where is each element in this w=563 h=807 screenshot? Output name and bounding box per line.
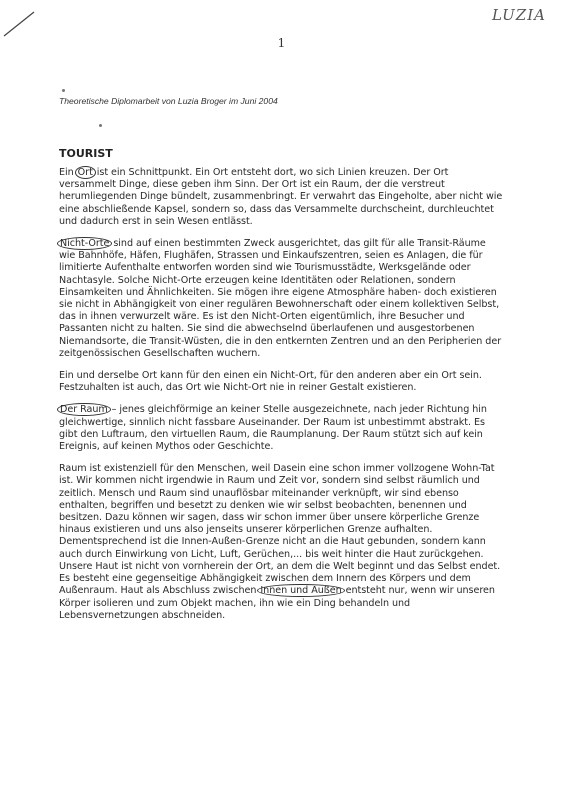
stray-mark bbox=[62, 89, 65, 92]
paragraph-text: – jenes gleichförmige an keiner Stelle ausgezeichnete, nach jeder Richtung hin gleichwertige, sinnlich nicht fassbare Auseinander. Der Raum ist unbestimmt abstrakt. Es gibt den Luftraum, den virtuellen Raum, die Raumplanung. Der Raum stützt sich auf kein Ereignis, auf keinen Mythos oder Geschichte. bbox=[59, 404, 487, 453]
body-text bbox=[59, 167, 505, 632]
paragraph-ort bbox=[59, 167, 505, 228]
circled-term-innen-aussen: Innen und Außen bbox=[257, 584, 344, 597]
handwritten-name: LUZIA bbox=[492, 6, 546, 24]
page-number: 1 bbox=[277, 36, 286, 50]
document-header: Theoretische Diplomarbeit von Luzia Broger im Juni 2004 bbox=[59, 96, 278, 106]
paragraph-text: Ein und derselbe Ort kann für den einen ein Nicht-Ort, für den anderen aber ein Ort sein. Festzuhalten ist auch, das Ort wie Nicht-Ort nie in reiner Gestalt existieren. bbox=[59, 370, 482, 394]
paragraph-text: ist ein Schnittpunkt. Ein Ort entsteht dort, wo sich Linien kreuzen. Der Ort versammelt Dinge, diese geben ihm Sinn. Der Ort ist ein Raum, der die verstreut herumliegenden Dinge bündelt, zusammenbringt. Er verwahrt das Eingeholte, aber nicht wie eine abschließende Kapsel, sondern so, dass das Versammelte durchscheint, durchleuchtet und dadurch erst in sein Wesen entlässt. bbox=[59, 167, 503, 227]
paragraph-text: entsteht nur, wenn wir unseren Körper isolieren und zum Objekt machen, ihn wie ein Ding behandeln und Lebensvernetzungen abschneiden. bbox=[59, 585, 495, 621]
paragraph-text: sind auf einen bestimmten Zweck ausgerichtet, das gilt für alle Transit-Räume wie Bahnhöfe, Häfen, Flughäfen, Strassen und Einkaufszentren, seien es Anlagen, die für limitierte Aufenthalte entworfen worden sind wie Tourismusstädte, Werksgelände oder Nachtasyle. Solche Nicht-Orte erzeugen keine Identitäten oder Relationen, sondern Einsamkeiten und Ähnlichkeiten. Sie mögen ihre eigene Atmosphäre haben- doch existieren sie nicht in Abhängigkeit von einer regulären Bewohnerschaft oder einem kollektiven Selbst, das in ihnen verwurzelt wäre. Es ist den Nicht-Orten eigentümlich, ihre Besucher und Passanten nicht zu halten. Sie sind die abwechselnd überlaufenen und ausgestorbenen Niemandsorte, die Transit-Wüsten, die in den entkernten Zentren und an den Peripherien der zeitgenössischen Gesellschaften wuchern. bbox=[59, 238, 502, 359]
paragraph-raum-existenziell bbox=[59, 463, 505, 622]
paragraph-text: Raum ist existenziell für den Menschen, weil Dasein eine schon immer vollzogene Wohn-Tat ist. Wir kommen nicht irgendwie in Raum und Zeit vor, sondern sind selbst räumlich und zeitlich. Mensch und Raum sind unauflösbar miteinander verknüpft, wir sind ebenso enthalten, begriffen und besetzt zu denken wie wir selbst beobachten, benennen und besitzen. Dazu können wir sagen, dass wir schon immer über unsere körperliche Grenze hinaus existieren und uns also jenseits unserer körperlichen Grenze aufhalten. Dementsprechend ist die Innen-Außen-Grenze nicht an die Haut gebunden, sondern kann auch durch Einwirkung von Licht, Luft, Gerüchen,... bis weit hinter die Haut zurückgehen. Unsere Haut ist nicht von vornherein der Ort, an dem die Welt beginnt und das Selbst endet. Es besteht eine gegenseitige Abhängigkeit zwischen dem Innern des Körpers und dem Außenraum. Haut als Abschluss zwischen bbox=[59, 463, 501, 597]
circled-term-nicht-orte: Nicht-Orte bbox=[57, 237, 112, 250]
paragraph-nicht-orte bbox=[59, 238, 505, 360]
section-title: TOURIST bbox=[59, 147, 113, 160]
stray-mark bbox=[99, 124, 102, 127]
paragraph-ort-nicht-ort bbox=[59, 370, 505, 394]
circled-term-der-raum: Der Raum bbox=[57, 403, 111, 416]
paragraph-text: Ein bbox=[59, 167, 77, 178]
circled-term-ort: Ort bbox=[75, 166, 96, 179]
paragraph-raum bbox=[59, 404, 505, 453]
